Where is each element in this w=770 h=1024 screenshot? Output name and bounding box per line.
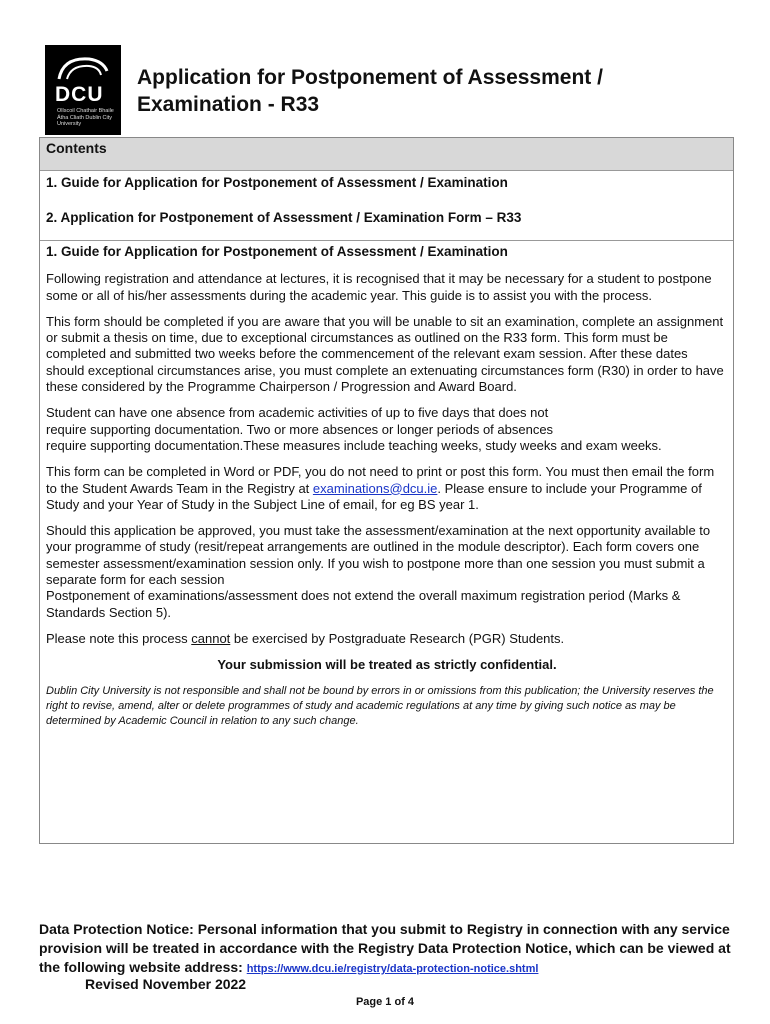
- submission-text: This form can be completed in Word or PDF, you do not need to print or post this form. You must then email the form to the Student Awards Team in the Registry at: [46, 464, 715, 496]
- pgr-text: Please note this process: [46, 630, 192, 646]
- data-protection-text: Data Protection Notice: Personal information that you submit to Registry in connection with any service provision will be treated in accordance with the Registry Data Protection Notice, which can be viewed at the following website address:: [39, 921, 731, 975]
- table-of-contents: [40, 171, 733, 241]
- toc-item-1[interactable]: 1. Guide for Application for Postponement of Assessment / Examination: [46, 175, 508, 190]
- registration-period-text: Postponement of examinations/assessment does not extend the overall maximum registration period (Marks & Standards Section 5).: [46, 588, 681, 620]
- absences-line-2: require supporting documentation. Two or more absences or longer periods of absences: [46, 421, 554, 437]
- content-box: [39, 137, 734, 844]
- pgr-text-end: be exercised by Postgraduate Research (PGR) Students.: [230, 630, 565, 646]
- approval-text: Should this application be approved, you must take the assessment/examination at the next opportunity available to your programme of study (resit/repeat arrangements are outlined in the module descriptor). Each form covers one semester assessment/examination session only. If you wish to postpone more than one session you must submit a separate form for each session: [46, 523, 711, 588]
- logo-subtitle: Ollscoil Chathair Bhaile Átha Cliath Dublin City University: [57, 108, 114, 127]
- logo-text: DCU: [55, 83, 104, 106]
- paragraph-absences: [46, 405, 728, 454]
- revised-date: Revised November 2022: [85, 976, 247, 992]
- disclaimer: Dublin City University is not responsible and shall not be bound by errors in or omissions from this publication; the University reserves the right to revise, amend, alter or delete programmes of study and academic regulations at any time by giving such notice as may be determined by Academic Council in relation to any such change.: [46, 684, 714, 727]
- dcu-logo-mark-icon: [53, 53, 111, 83]
- page-number: Page 1 of 4: [355, 996, 415, 1008]
- guide-section: [46, 244, 728, 739]
- confidential-notice: Your submission will be treated as strictly confidential.: [217, 657, 557, 673]
- section-heading: 1. Guide for Application for Postponement of Assessment / Examination: [46, 244, 508, 259]
- paragraph-approval: [46, 523, 728, 621]
- submission-text-end: . Please ensure to include your Programme of Study and your Year of Study in the Subject Line of email, for eg BS year 1.: [46, 480, 702, 512]
- page-title: Application for Postponement of Assessment / Examination - R33: [137, 66, 603, 116]
- cannot-underlined: cannot: [191, 630, 231, 646]
- contents-heading: Contents: [40, 138, 733, 171]
- paragraph-intro: Following registration and attendance at lectures, it is recognised that it may be necessary for a student to postpone some or all of his/her assessments during the academic year. This guide is to assist you with the process.: [46, 271, 712, 303]
- paragraph-submission: [46, 464, 728, 513]
- toc-item-2[interactable]: 2. Application for Postponement of Assessment / Examination Form – R33: [46, 210, 522, 225]
- absences-line-3: require supporting documentation.These measures include teaching weeks, study weeks and exam weeks.: [46, 437, 662, 453]
- dcu-logo: [45, 45, 121, 135]
- email-link[interactable]: examinations@dcu.ie: [312, 480, 438, 496]
- paragraph-when-to-complete: This form should be completed if you are aware that you will be unable to sit an examination, complete an assignment or submit a thesis on time, due to exceptional circumstances as outlined on the R33 form. This form must be completed and submitted two weeks before the commencement of the relevant exam session. After these dates should exceptional circumstances arise, you must complete an extenuating circumstances form (R30) in order to have these considered by the Programme Chairperson / Progression and Award Board.: [46, 313, 724, 395]
- data-protection-notice: [39, 920, 739, 979]
- data-protection-link[interactable]: https://www.dcu.ie/registry/data-protection-notice.shtml: [246, 963, 539, 975]
- absences-line-1: Student can have one absence from academic activities of up to five days that does not: [46, 405, 549, 421]
- paragraph-pgr: [46, 631, 728, 647]
